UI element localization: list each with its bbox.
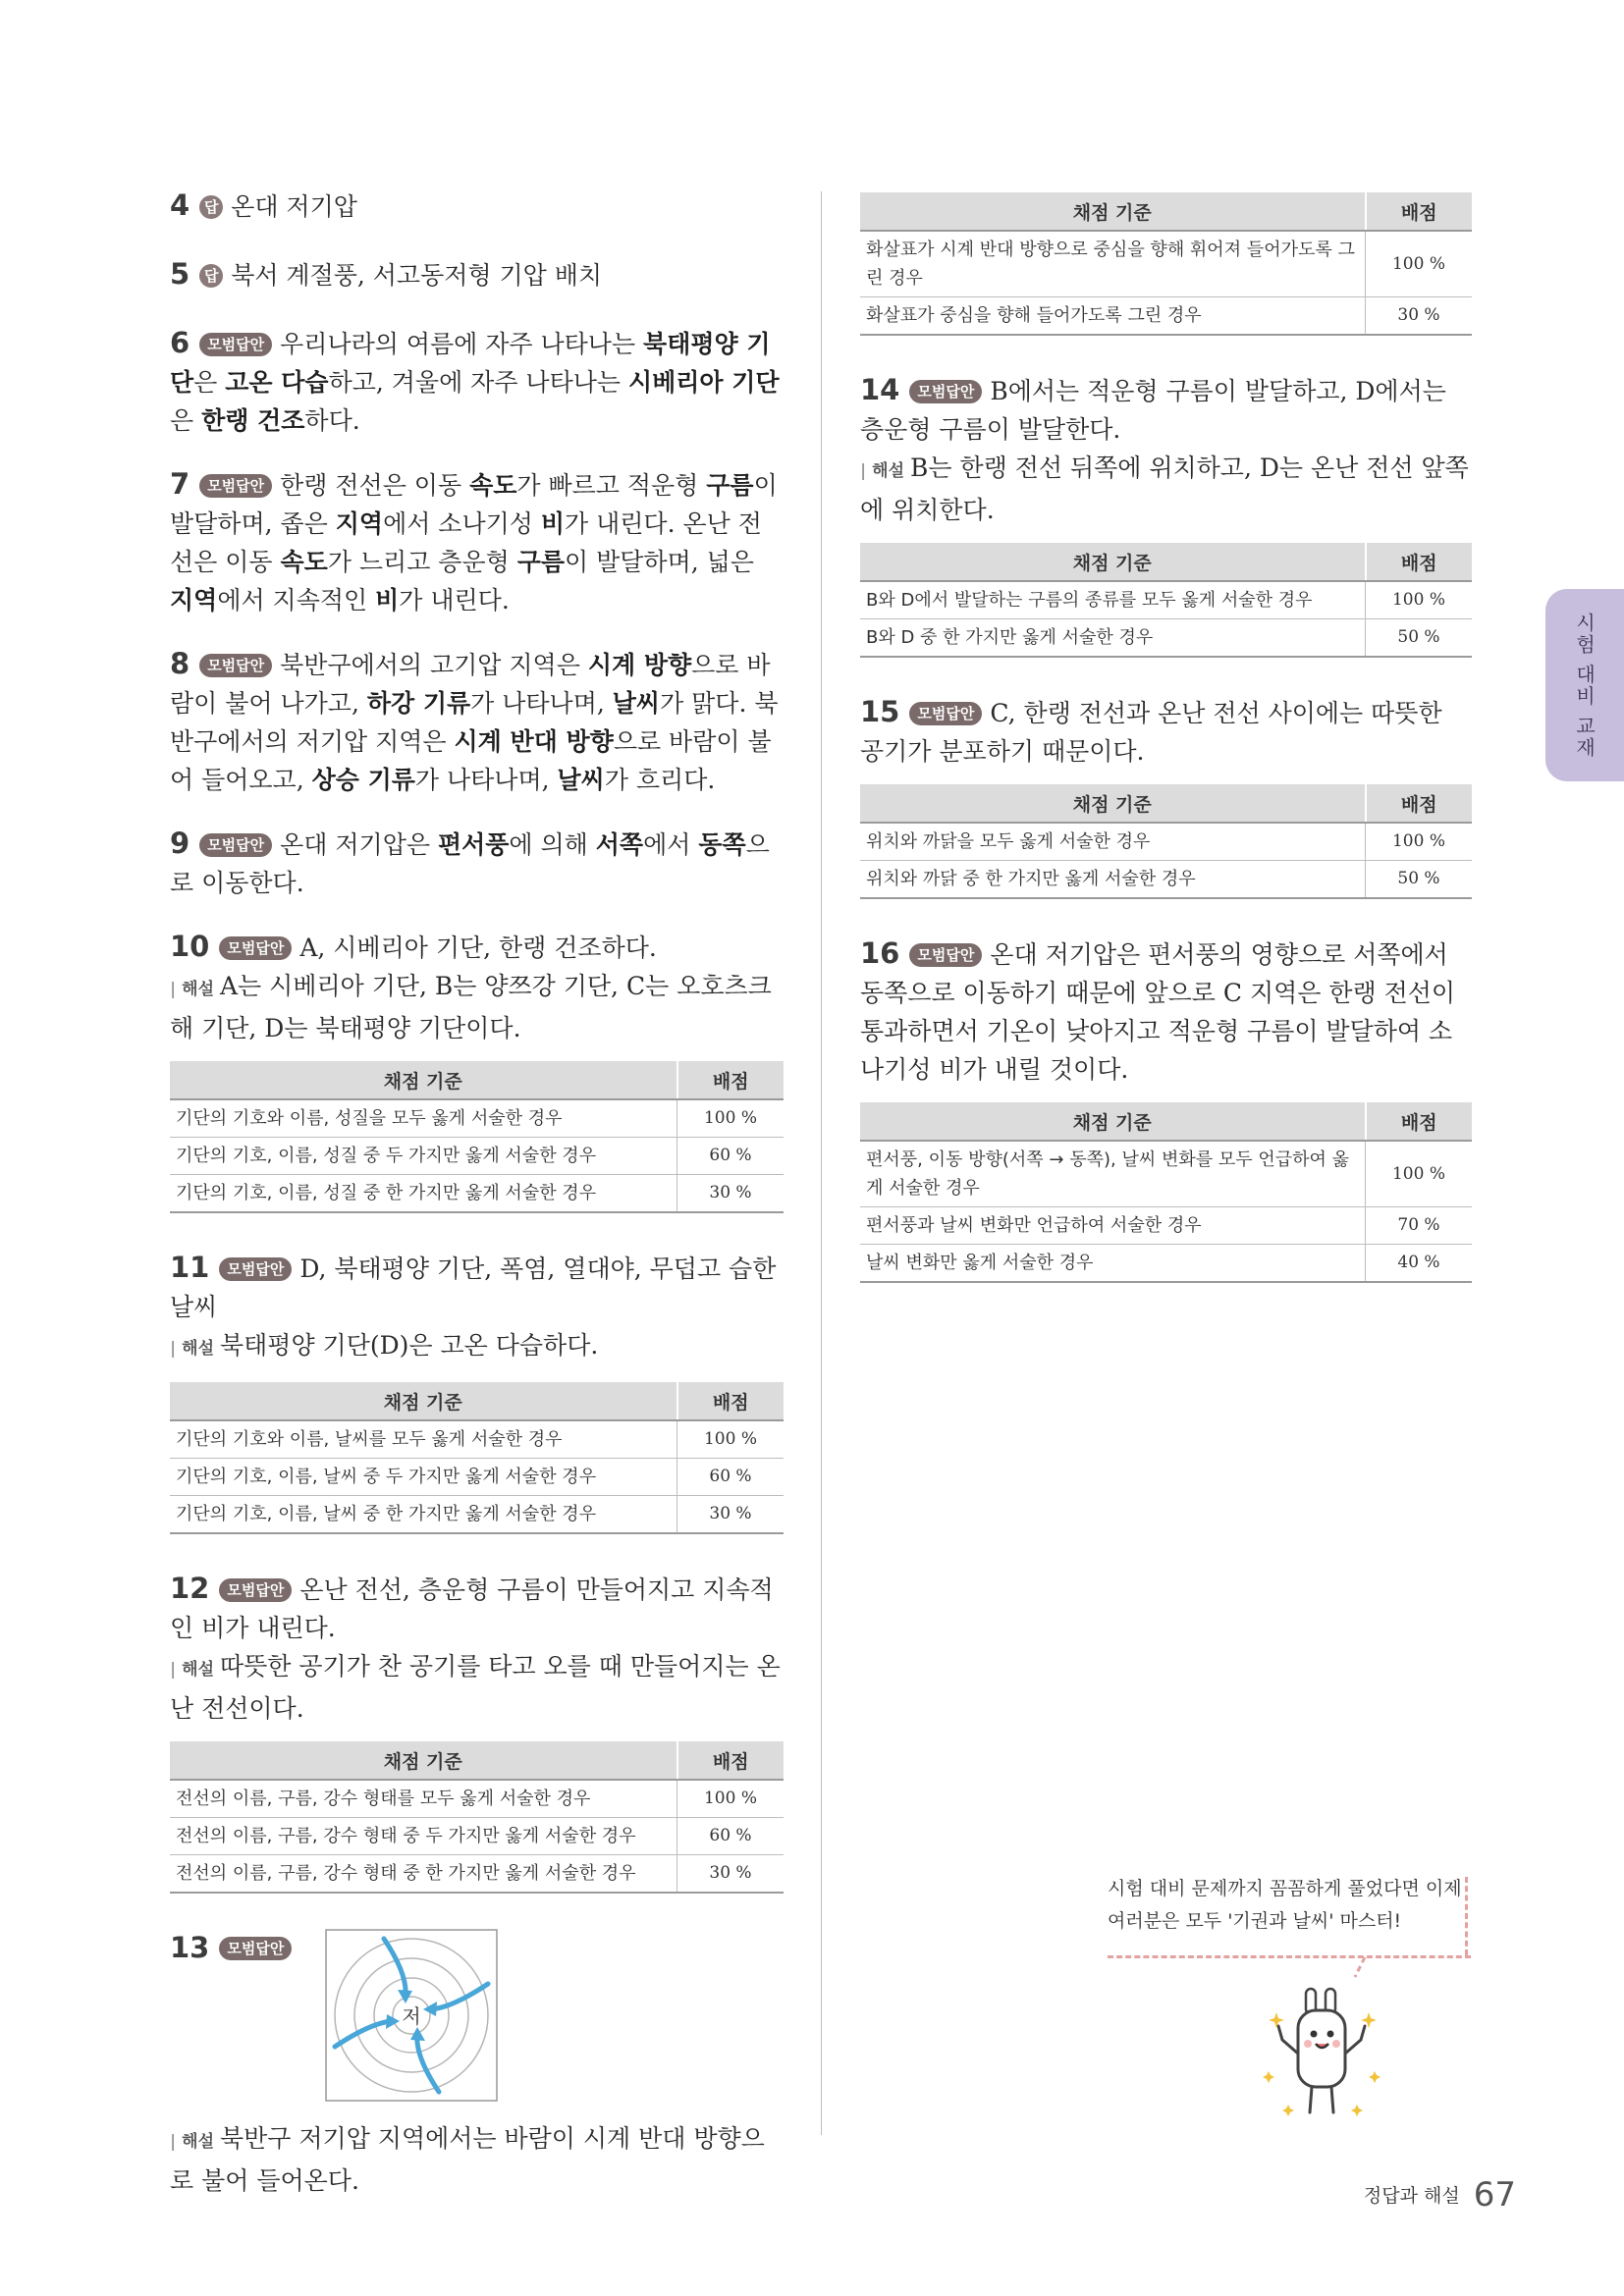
- question-number: 5: [170, 257, 190, 291]
- low-pressure-label: 저: [402, 2004, 421, 2028]
- points-header: 배점: [677, 1061, 785, 1099]
- criteria-header: 채점 기준: [860, 543, 1366, 581]
- model-answer-badge: 모범답안: [219, 936, 292, 960]
- column-divider: [821, 191, 822, 2135]
- question-16: [860, 934, 1472, 1089]
- model-answer-badge: 모범답안: [199, 654, 272, 677]
- question-number: 10: [170, 930, 210, 963]
- question-number: 7: [170, 467, 190, 501]
- page-number: 67: [1473, 2175, 1516, 2215]
- model-answer-badge: 모범답안: [199, 333, 272, 356]
- question-6: 6 모범답안 우리나라의 여름에 자주 나타나는 북태평양 기단은 고온 다습하고, 겨울에 자주 나타나는 시베리아 기단은 한랭 건조하다.: [170, 326, 780, 435]
- criteria-header: 채점 기준: [170, 1741, 677, 1780]
- table-row: 화살표가 시계 반대 방향으로 중심을 향해 휘어져 들어가도록 그린 경우 100 %: [860, 231, 1472, 297]
- explanation-tag: | 해설: [860, 461, 904, 481]
- question-9: 9 모범답안 온대 저기압은 편서풍에 의해 서쪽에서 동쪽으로 이동한다.: [170, 827, 770, 897]
- bubble-line-2: 여러분은 모두 '기권과 날씨' 마스터!: [1108, 1910, 1402, 1932]
- explanation-text: 북반구 저기압 지역에서는 바람이 시계 반대 방향으로 불어 들어온다.: [170, 2124, 765, 2195]
- answer-text: 온대 저기압: [231, 192, 357, 221]
- bubble-border-side: [1465, 1877, 1470, 1955]
- points-header: 배점: [1366, 784, 1473, 823]
- table-row: 편서풍, 이동 방향(서쪽 → 동쪽), 날씨 변화를 모두 언급하여 옳게 서술한 경우 100 %: [860, 1141, 1472, 1207]
- points-header: 배점: [677, 1382, 785, 1420]
- points-header: 배점: [677, 1741, 785, 1780]
- speech-bubble: [1108, 1873, 1466, 1956]
- question-number: 9: [170, 827, 190, 860]
- model-answer-badge: 모범답안: [909, 943, 982, 967]
- explanation-tag: | 해설: [170, 2132, 214, 2152]
- table-row: 기단의 기호와 이름, 날씨를 모두 옳게 서술한 경우 100 %: [170, 1420, 784, 1459]
- table-row: 전선의 이름, 구름, 강수 형태 중 한 가지만 옳게 서술한 경우 30 %: [170, 1855, 784, 1894]
- question-13: [170, 1929, 784, 2102]
- table-row: 기단의 기호, 이름, 성질 중 두 가지만 옳게 서술한 경우 60 %: [170, 1138, 784, 1175]
- scoring-table-q14: [860, 543, 1472, 658]
- question-10: [170, 928, 784, 1047]
- answer-text: 온대 저기압은 편서풍의 영향으로 서쪽에서 동쪽으로 이동하기 때문에 앞으로 C 지역은 한랭 전선이 통과하면서 기온이 낮아지고 적운형 구름이 발달하여 소나기성 비가 내릴 것이다.: [860, 940, 1456, 1084]
- criteria-header: 채점 기준: [860, 192, 1366, 231]
- explanation-text: 따뜻한 공기가 찬 공기를 타고 오를 때 만들어지는 온난 전선이다.: [170, 1652, 781, 1723]
- question-number: 12: [170, 1572, 210, 1605]
- points-header: 배점: [1366, 543, 1473, 581]
- table-row: 기단의 기호, 이름, 날씨 중 두 가지만 옳게 서술한 경우 60 %: [170, 1459, 784, 1496]
- answer-text: B에서는 적운형 구름이 발달하고, D에서는 층운형 구름이 발달한다.: [860, 377, 1446, 444]
- table-row: 기단의 기호와 이름, 성질을 모두 옳게 서술한 경우 100 %: [170, 1099, 784, 1138]
- question-4: [170, 187, 784, 226]
- model-answer-badge: 모범답안: [199, 474, 272, 498]
- question-5: [170, 255, 784, 294]
- table-row: 전선의 이름, 구름, 강수 형태 중 두 가지만 옳게 서술한 경우 60 %: [170, 1818, 784, 1855]
- model-answer-badge: 모범답안: [219, 1578, 292, 1602]
- bubble-line-1: 시험 대비 문제까지 꼼꼼하게 풀었다면 이제: [1108, 1878, 1462, 1899]
- model-answer-badge: 모범답안: [199, 833, 272, 857]
- answer-badge: 답: [199, 264, 223, 288]
- question-number: 16: [860, 936, 900, 970]
- question-number: 15: [860, 695, 900, 728]
- answer-text: A, 시베리아 기단, 한랭 건조하다.: [299, 934, 657, 962]
- table-row: 기단의 기호, 이름, 성질 중 한 가지만 옳게 서술한 경우 30 %: [170, 1175, 784, 1213]
- question-number: 6: [170, 326, 190, 359]
- explanation-tag: | 해설: [170, 1339, 214, 1359]
- criteria-header: 채점 기준: [860, 1102, 1366, 1141]
- scoring-table-q16: [860, 1102, 1472, 1283]
- table-row: 편서풍과 날씨 변화만 언급하여 서술한 경우 70 %: [860, 1207, 1472, 1245]
- points-header: 배점: [1366, 192, 1473, 231]
- left-column: [170, 187, 784, 2225]
- low-pressure-wind-diagram: [325, 1929, 498, 2102]
- question-13-explanation: [170, 2119, 784, 2200]
- scoring-table-q12: [170, 1741, 784, 1894]
- question-8: 8 모범답안 북반구에서의 고기압 지역은 시계 방향으로 바람이 불어 나가고, 하강 기류가 나타나며, 날씨가 맑다. 북반구에서의 저기압 지역은 시계 반대 방향으로 바람이 불어 들어오고, 상승 기류가 나타나며, 날씨가 흐리다.: [170, 647, 779, 794]
- scoring-table-q10: [170, 1061, 784, 1213]
- mascot-icon: [1255, 1955, 1392, 2132]
- question-number: 14: [860, 373, 900, 406]
- model-answer-badge: 모범답안: [909, 380, 982, 403]
- page-footer: [1364, 2175, 1516, 2215]
- criteria-header: 채점 기준: [860, 784, 1366, 823]
- right-column: [860, 192, 1472, 1318]
- side-tab: 시험 대비 교재: [1545, 589, 1624, 781]
- table-row: 날씨 변화만 옳게 서술한 경우 40 %: [860, 1245, 1472, 1283]
- criteria-header: 채점 기준: [170, 1382, 677, 1420]
- table-row: 위치와 까닭을 모두 옳게 서술한 경우 100 %: [860, 823, 1472, 861]
- table-row: B와 D에서 발달하는 구름의 종류를 모두 옳게 서술한 경우 100 %: [860, 581, 1472, 619]
- question-14: [860, 371, 1472, 529]
- table-row: 위치와 까닭 중 한 가지만 옳게 서술한 경우 50 %: [860, 861, 1472, 899]
- criteria-header: 채점 기준: [170, 1061, 677, 1099]
- question-number: 4: [170, 188, 190, 222]
- explanation-text: A는 시베리아 기단, B는 양쯔강 기단, C는 오호츠크해 기단, D는 북태평양 기단이다.: [170, 972, 772, 1042]
- model-answer-badge: 모범답안: [219, 1937, 292, 1960]
- explanation-tag: | 해설: [170, 1660, 214, 1680]
- question-11: [170, 1249, 784, 1368]
- table-row: 화살표가 중심을 향해 들어가도록 그린 경우 30 %: [860, 297, 1472, 336]
- scoring-table-q15: [860, 784, 1472, 899]
- question-number: 13: [170, 1931, 210, 1964]
- answer-text: 온난 전선, 층운형 구름이 만들어지고 지속적인 비가 내린다.: [170, 1575, 774, 1642]
- explanation-text: B는 한랭 전선 뒤쪽에 위치하고, D는 온난 전선 앞쪽에 위치한다.: [860, 454, 1469, 524]
- scoring-table-q11: [170, 1382, 784, 1534]
- question-7: 7 모범답안 한랭 전선은 이동 속도가 빠르고 적운형 구름이 발달하며, 좁은 지역에서 소나기성 비가 내린다. 온난 전선은 이동 속도가 느리고 층운형 구름이 발달하며, 넓은 지역에서 지속적인 비가 내린다.: [170, 467, 778, 614]
- scoring-table-q13: [860, 192, 1472, 336]
- points-header: 배점: [1366, 1102, 1473, 1141]
- answer-badge: 답: [199, 195, 223, 219]
- explanation-text: 북태평양 기단(D)은 고온 다습하다.: [220, 1331, 599, 1360]
- explanation-tag: | 해설: [170, 980, 214, 999]
- answer-text: D, 북태평양 기단, 폭염, 열대야, 무덥고 습한 날씨: [170, 1255, 777, 1321]
- table-row: 기단의 기호, 이름, 날씨 중 한 가지만 옳게 서술한 경우 30 %: [170, 1496, 784, 1534]
- question-12: [170, 1570, 784, 1728]
- question-number: 11: [170, 1251, 210, 1284]
- model-answer-badge: 모범답안: [219, 1257, 292, 1281]
- table-row: B와 D 중 한 가지만 옳게 서술한 경우 50 %: [860, 619, 1472, 658]
- answer-text: 북서 계절풍, 서고동저형 기압 배치: [231, 261, 603, 290]
- model-answer-badge: 모범답안: [909, 702, 982, 725]
- answer-text: C, 한랭 전선과 온난 전선 사이에는 따뜻한 공기가 분포하기 때문이다.: [860, 699, 1442, 766]
- table-row: 전선의 이름, 구름, 강수 형태를 모두 옳게 서술한 경우 100 %: [170, 1780, 784, 1818]
- question-number: 8: [170, 647, 190, 680]
- question-15: [860, 693, 1472, 771]
- footer-label: 정답과 해설: [1363, 2185, 1460, 2207]
